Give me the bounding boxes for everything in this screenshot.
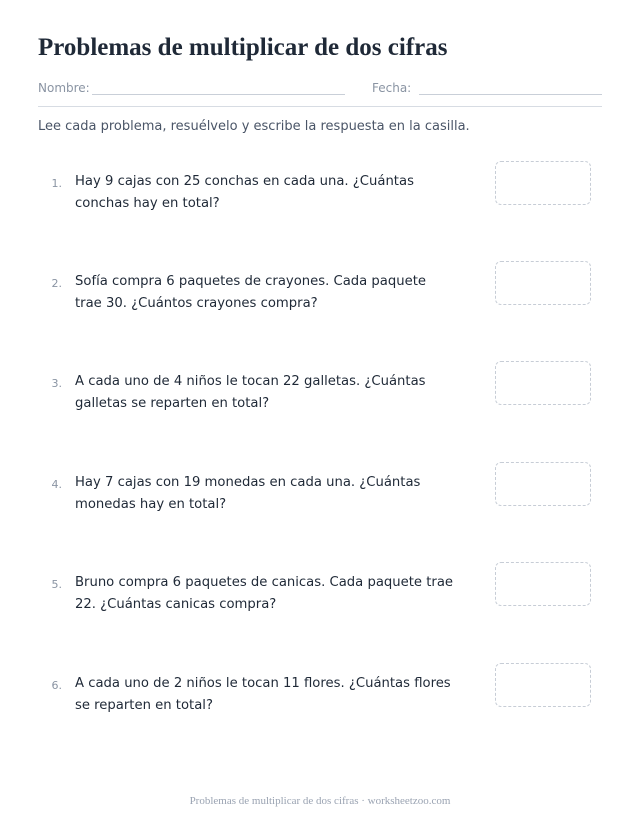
problem-item xyxy=(38,673,602,753)
answer-box[interactable] xyxy=(495,161,591,205)
page-footer: Problemas de multiplicar de dos cifras · worksheetzoo.com xyxy=(189,795,451,807)
problem-number: 4. xyxy=(51,478,62,491)
answer-box[interactable] xyxy=(495,462,591,506)
answer-box[interactable] xyxy=(495,361,591,405)
problem-text: A cada uno de 4 niños le tocan 22 galletas. ¿Cuántas galletas se reparten en total? xyxy=(75,374,426,411)
problem-text: Hay 9 cajas con 25 conchas en cada una. ¿Cuántas conchas hay en total? xyxy=(75,174,414,211)
answer-box[interactable] xyxy=(495,562,591,606)
problem-item xyxy=(38,472,602,552)
problem-item xyxy=(38,271,602,351)
problem-item xyxy=(38,171,602,251)
header-divider xyxy=(38,106,602,107)
student-info-row xyxy=(38,80,602,100)
answer-box[interactable] xyxy=(495,261,591,305)
answer-box[interactable] xyxy=(495,663,591,707)
name-field[interactable] xyxy=(92,94,345,95)
problem-number: 2. xyxy=(51,277,62,290)
problem-text: A cada uno de 2 niños le tocan 11 flores. ¿Cuántas flores se reparten en total? xyxy=(75,676,451,713)
worksheet-title: Problemas de multiplicar de dos cifras xyxy=(38,34,448,61)
problem-number: 6. xyxy=(51,679,62,692)
problem-number: 5. xyxy=(51,578,62,591)
problem-number: 3. xyxy=(51,377,62,390)
date-label: Fecha: xyxy=(372,81,412,95)
problem-item xyxy=(38,371,602,451)
problem-text: Sofía compra 6 paquetes de crayones. Cada paquete trae 30. ¿Cuántos crayones compra? xyxy=(75,274,427,311)
problem-text: Hay 7 cajas con 19 monedas en cada una. ¿Cuántas monedas hay en total? xyxy=(75,475,421,512)
instructions: Lee cada problema, resuélvelo y escribe la respuesta en la casilla. xyxy=(38,119,470,134)
problem-item xyxy=(38,572,602,652)
problem-number: 1. xyxy=(51,177,62,190)
date-field[interactable] xyxy=(419,94,602,95)
problem-text: Bruno compra 6 paquetes de canicas. Cada paquete trae 22. ¿Cuántas canicas compra? xyxy=(75,575,454,612)
name-label: Nombre: xyxy=(38,81,90,95)
